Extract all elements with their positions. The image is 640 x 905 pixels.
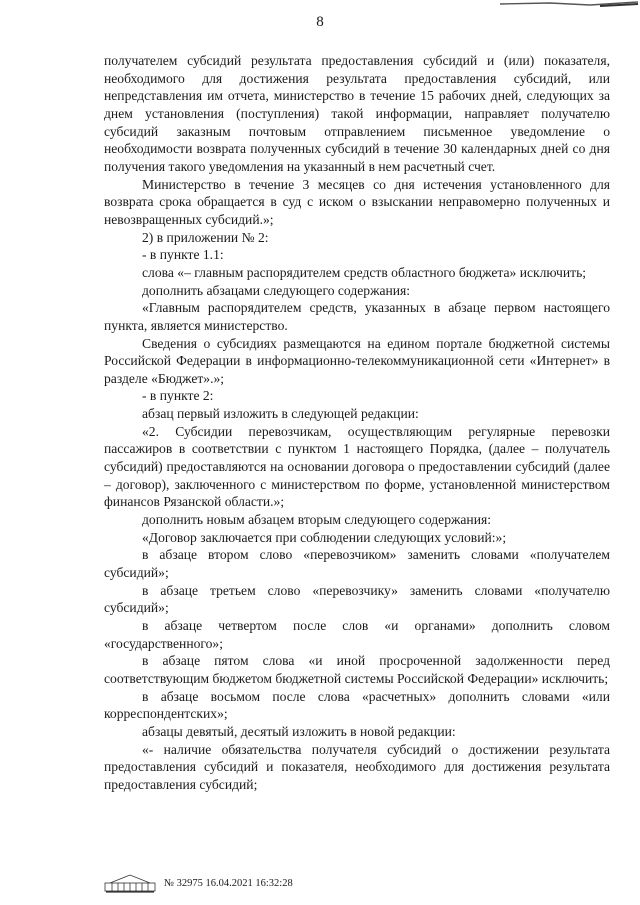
- paragraph: дополнить новым абзацем вторым следующего содержания:: [142, 512, 491, 528]
- building-seal-icon: [104, 873, 156, 893]
- paragraph: слова «– главным распорядителем средств областного бюджета» исключить;: [142, 264, 587, 280]
- paragraph: абзацы девятый, десятый изложить в новой редакции:: [142, 723, 456, 739]
- paragraph: в абзаце втором слово «перевозчиком» заменить словами «получателем субсидий»;: [104, 547, 610, 581]
- paragraph: в абзаце восьмом после слова «расчетных» дополнить словами «или корреспондентских»;: [104, 688, 610, 722]
- paragraph: абзац первый изложить в следующей редакции:: [142, 406, 419, 422]
- paragraph: - в пункте 1.1:: [142, 247, 224, 263]
- page-number: 8: [316, 14, 324, 30]
- paragraph: в абзаце четвертом после слов «и органами» дополнить словом «государственного»;: [104, 618, 610, 651]
- paragraph: получателем субсидий результата предоставления субсидий и (или) показателя, необходимого для достижения результата предоставления субсидий, или непредставления им отчета, министерство в течение 15 рабочих дней, следующих за днем установления (поступления) такой информации, направляет получателю субсидий заказным почтовым отправлением письменное уведомление о необходимости возврата полученных субсидий в течение 30 календарных дней со дня получения такого уведомления на указанный в нем расчетный счет.: [104, 53, 610, 174]
- scan-edge-mark: [490, 0, 640, 12]
- paragraph: «- наличие обязательства получателя субсидий о достижении результата предоставления субсидий и показателя, необходимого для достижения результата предоставления субсидий;: [104, 741, 610, 792]
- paragraph: в абзаце пятом слова «и иной просроченной задолженности перед соответствующим бюджетом бюджетной системы Российской Федерации» исключить;: [104, 653, 610, 686]
- registration-footer: [104, 872, 293, 894]
- paragraph: в абзаце третьем слово «перевозчику» заменить словами «получателю субсидий»;: [104, 582, 610, 616]
- paragraph: дополнить абзацами следующего содержания:: [142, 282, 411, 298]
- paragraph: 2) в приложении № 2:: [142, 229, 269, 245]
- document-body: [104, 52, 610, 794]
- registration-number: № 32975 16.04.2021 16:32:28: [164, 877, 293, 889]
- paragraph: «2. Субсидии перевозчикам, осуществляющим регулярные перевозки пассажиров в соответствии с пунктом 1 настоящего Порядка, (далее – получатель субсидий) предоставляются на основании договора о предоставлении субсидий (далее – договор), заключенного с министерством по форме, установленной министерством финансов Рязанской области.»;: [104, 423, 610, 510]
- paragraph: «Главным распорядителем средств, указанных в абзаце первом настоящего пункта, является министерство.: [104, 300, 610, 333]
- paragraph: Сведения о субсидиях размещаются на едином портале бюджетной системы Российской Федерации в информационно-телекоммуникационной сети «Интернет» в разделе «Бюджет».»;: [104, 335, 610, 386]
- paragraph: «Договор заключается при соблюдении следующих условий:»;: [142, 529, 507, 545]
- paragraph: - в пункте 2:: [142, 388, 214, 404]
- paragraph: Министерство в течение 3 месяцев со дня истечения установленного для возврата срока обращается в суд с иском о взыскании неправомерно полученных и невозвращенных субсидий.»;: [104, 176, 610, 227]
